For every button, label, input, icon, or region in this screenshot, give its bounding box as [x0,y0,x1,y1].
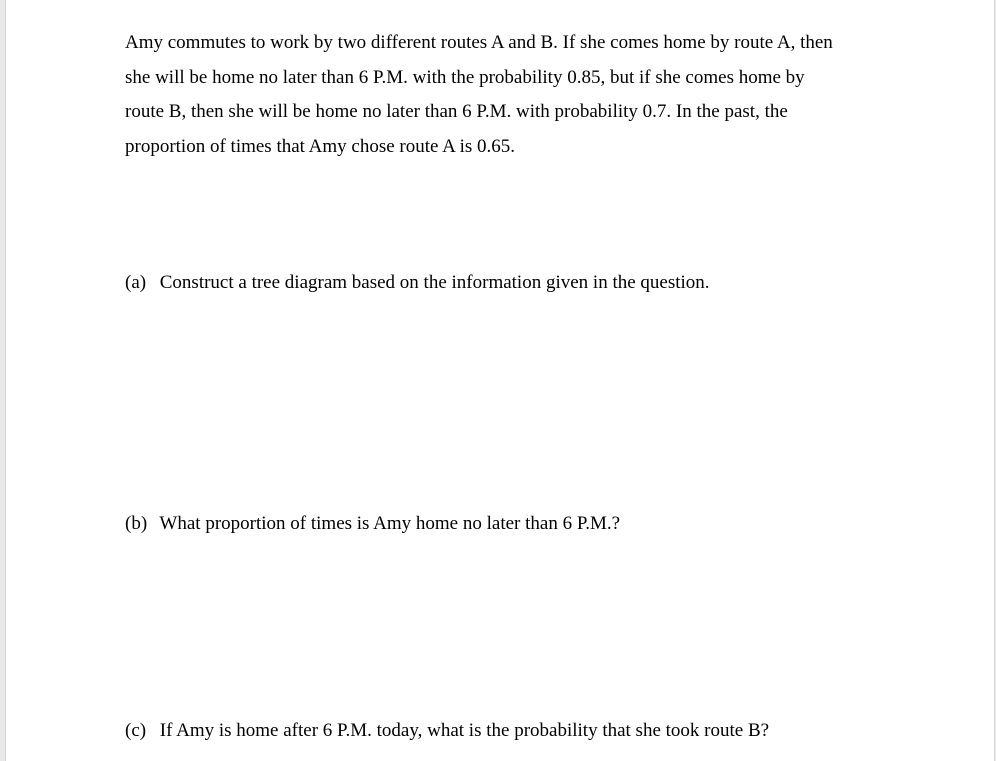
intro-line-3: route B, then she will be home no later than 6 P.M. with probability 0.7. In the past, the [125,101,788,122]
question-c-text: If Amy is home after 6 P.M. today, what is the probability that she took route B? [159,720,770,741]
question-c-label: (c) [125,720,147,741]
question-b-text: What proportion of times is Amy home no later than 6 P.M.? [159,513,621,534]
question-b-label: (b) [125,513,148,534]
intro-line-1: Amy commutes to work by two different routes A and B. If she comes home by route A, then [125,32,833,53]
question-b [125,511,620,537]
question-a-text: Construct a tree diagram based on the information given in the question. [159,272,710,293]
question-c [125,718,769,744]
intro-line-2: she will be home no later than 6 P.M. with the probability 0.85, but if she comes home by [125,66,805,88]
problem-statement [125,26,895,164]
question-a-label: (a) [125,272,147,293]
document-page [5,0,995,761]
question-a [125,270,710,296]
intro-line-4: proportion of times that Amy chose route A is 0.65. [125,135,515,157]
